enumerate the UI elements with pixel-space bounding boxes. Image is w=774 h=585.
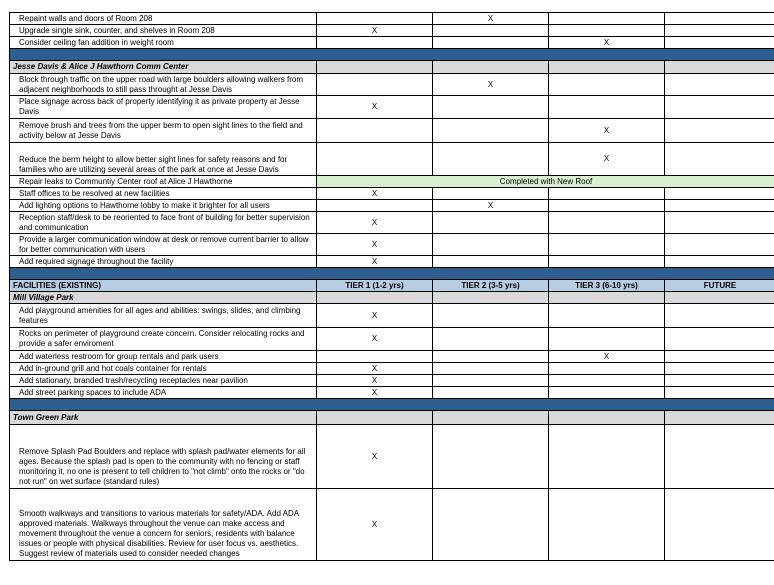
- table-row: [10, 256, 774, 268]
- section-divider: [10, 399, 774, 411]
- tier3-mark: [549, 256, 665, 268]
- table-row: [10, 119, 774, 143]
- item-description: Provide a larger communication window at desk or remove current barrier to allow for better communication with users: [10, 234, 317, 256]
- tier3-mark: [549, 96, 665, 119]
- item-description: Smooth walkways and transitions to various materials for safety/ADA. Add ADA approved materials. Walkways throughout the venue can make access and movement throughout the venue a concern for seniors, residents with balance issues or people with physical disabilities. Review for user focus vs. aesthetics. Suggest review of materials used to consider needed changes: [10, 489, 317, 561]
- table-row: [10, 328, 774, 351]
- item-description: Add in-ground grill and hot coals container for rentals: [10, 363, 317, 375]
- tier2-mark: [433, 37, 549, 49]
- tier1-mark: X: [317, 375, 433, 387]
- future-mark: [665, 489, 774, 561]
- tier2-mark: [433, 387, 549, 399]
- tier1-header: TIER 1 (1-2 yrs): [317, 280, 433, 292]
- tier3-mark: [549, 200, 665, 212]
- tier1-mark: [317, 351, 433, 363]
- item-description: Add lighting options to Hawthorne lobby to make it brighter for all users: [10, 200, 317, 212]
- tier3-mark: [549, 375, 665, 387]
- item-description: Remove Splash Pad Boulders and replace with splash pad/water elements for all ages. Because the splash pad is open to the community with no fencing or staff monitoring it, no one is present to tell children to "not climb" onto the rocks or "do not run" on wet surface (standard rules): [10, 425, 317, 489]
- table-row: [10, 489, 774, 561]
- tier2-header: TIER 2 (3-5 yrs): [433, 280, 549, 292]
- tier3-mark: [549, 363, 665, 375]
- future-mark: [665, 74, 774, 96]
- tier2-mark: [433, 489, 549, 561]
- tier2-mark: [433, 212, 549, 234]
- completed-status: Completed with New Roof: [317, 176, 774, 188]
- tier1-mark: X: [317, 425, 433, 489]
- tier1-mark: X: [317, 489, 433, 561]
- item-description: Upgrade single sink, counter, and shelves in Room 208: [10, 25, 317, 37]
- tier2-mark: [433, 304, 549, 328]
- future-mark: [665, 96, 774, 119]
- section-divider: [10, 49, 774, 61]
- tier1-mark: [317, 37, 433, 49]
- item-description: Consider ceiling fan addition in weight room: [10, 37, 317, 49]
- tier2-mark: [433, 234, 549, 256]
- tier3-mark: X: [549, 143, 665, 176]
- tier3-mark: [549, 489, 665, 561]
- item-description: Add street parking spaces to include ADA: [10, 387, 317, 399]
- table-row: [10, 96, 774, 119]
- tier3-mark: X: [549, 351, 665, 363]
- tier1-mark: X: [317, 304, 433, 328]
- item-description: Add playground amenities for all ages and abilities: swings, slides, and climbing features: [10, 304, 317, 328]
- future-mark: [665, 212, 774, 234]
- section-header-row: [10, 411, 774, 425]
- tier1-mark: [317, 143, 433, 176]
- tier2-mark: [433, 256, 549, 268]
- future-mark: [665, 37, 774, 49]
- section-title: Jesse Davis & Alice J Hawthorn Comm Center: [10, 61, 317, 74]
- item-description: Block through traffic on the upper road with large boulders allowing walkers from adjacent neighborhoods to still pass throught at Jesse Davis: [10, 74, 317, 96]
- tier3-mark: [549, 425, 665, 489]
- tier3-mark: [549, 13, 665, 25]
- tier1-mark: X: [317, 387, 433, 399]
- table-row: [10, 200, 774, 212]
- tier1-mark: X: [317, 25, 433, 37]
- tier3-mark: [549, 234, 665, 256]
- item-description: Place signage across back of property identifying it as private property at Jesse Davis: [10, 96, 317, 119]
- table-row: [10, 176, 774, 188]
- table-row: [10, 351, 774, 363]
- tier1-mark: X: [317, 363, 433, 375]
- future-mark: [665, 328, 774, 351]
- section-header-row: [10, 61, 774, 74]
- tier3-mark: [549, 387, 665, 399]
- category-header: FACILITIES (EXISTING): [10, 280, 317, 292]
- tier3-mark: [549, 188, 665, 200]
- future-mark: [665, 425, 774, 489]
- tier3-mark: [549, 25, 665, 37]
- table-row: [10, 143, 774, 176]
- item-description: Reduce the berm height to allow better sight lines for safety reasons and for families who are utilizing several areas of the park at once at Jesse Davis: [10, 143, 317, 176]
- item-description: Add required signage throughout the facility: [10, 256, 317, 268]
- section-title: Town Green Park: [10, 411, 317, 425]
- future-mark: [665, 188, 774, 200]
- tier2-mark: [433, 375, 549, 387]
- tier3-mark: [549, 74, 665, 96]
- future-mark: [665, 200, 774, 212]
- table-row: [10, 37, 774, 49]
- future-mark: [665, 25, 774, 37]
- tier1-mark: X: [317, 328, 433, 351]
- table-row: [10, 74, 774, 96]
- tier1-mark: [317, 74, 433, 96]
- tier2-mark: [433, 351, 549, 363]
- tier2-mark: [433, 328, 549, 351]
- tier3-mark: X: [549, 119, 665, 143]
- tier1-mark: X: [317, 96, 433, 119]
- tier2-mark: [433, 363, 549, 375]
- tier1-mark: [317, 13, 433, 25]
- future-header: FUTURE: [665, 280, 774, 292]
- table-row: [10, 375, 774, 387]
- section-divider: [10, 268, 774, 280]
- tier3-header: TIER 3 (6-10 yrs): [549, 280, 665, 292]
- tier2-mark: X: [433, 200, 549, 212]
- tier1-mark: [317, 200, 433, 212]
- tier2-mark: [433, 96, 549, 119]
- section-header-row: [10, 292, 774, 304]
- item-description: Repair leaks to Communtiy Center roof at Alice J Hawthorne: [10, 176, 317, 188]
- planning-table-page: [9, 12, 761, 561]
- facilities-plan-table: [9, 12, 774, 561]
- future-mark: [665, 351, 774, 363]
- tier2-mark: X: [433, 13, 549, 25]
- tier2-mark: [433, 188, 549, 200]
- table-row: [10, 212, 774, 234]
- future-mark: [665, 363, 774, 375]
- column-header-row: [10, 280, 774, 292]
- table-row: [10, 363, 774, 375]
- item-description: Reception staff/desk to be reoriented to face front of building for better supervision and communication: [10, 212, 317, 234]
- item-description: Staff offices to be resolved at new facilities: [10, 188, 317, 200]
- table-row: [10, 25, 774, 37]
- future-mark: [665, 375, 774, 387]
- future-mark: [665, 234, 774, 256]
- tier3-mark: [549, 304, 665, 328]
- table-row: [10, 387, 774, 399]
- tier1-mark: X: [317, 188, 433, 200]
- item-description: Rocks on perimeter of playground create concern. Consider relocating rocks and provide a safer enviroment: [10, 328, 317, 351]
- tier1-mark: X: [317, 256, 433, 268]
- item-description: Add stationary, branded trash/recycling receptacles near pavilion: [10, 375, 317, 387]
- tier3-mark: [549, 212, 665, 234]
- item-description: Add waterless restroom for group rentals and park users: [10, 351, 317, 363]
- future-mark: [665, 119, 774, 143]
- tier2-mark: [433, 425, 549, 489]
- future-mark: [665, 143, 774, 176]
- tier2-mark: [433, 25, 549, 37]
- tier1-mark: X: [317, 212, 433, 234]
- tier1-mark: X: [317, 234, 433, 256]
- tier3-mark: X: [549, 37, 665, 49]
- table-row: [10, 425, 774, 489]
- future-mark: [665, 304, 774, 328]
- table-row: [10, 304, 774, 328]
- section-title: Mill Village Park: [10, 292, 317, 304]
- future-mark: [665, 387, 774, 399]
- item-description: Repaint walls and doors of Room 208: [10, 13, 317, 25]
- table-row: [10, 234, 774, 256]
- tier2-mark: [433, 119, 549, 143]
- table-row: [10, 188, 774, 200]
- tier2-mark: X: [433, 74, 549, 96]
- tier1-mark: [317, 119, 433, 143]
- tier3-mark: [549, 328, 665, 351]
- table-row: [10, 13, 774, 25]
- future-mark: [665, 256, 774, 268]
- item-description: Remove brush and trees from the upper berm to open sight lines to the field and activity below at Jesse Davis: [10, 119, 317, 143]
- tier2-mark: [433, 143, 549, 176]
- future-mark: [665, 13, 774, 25]
